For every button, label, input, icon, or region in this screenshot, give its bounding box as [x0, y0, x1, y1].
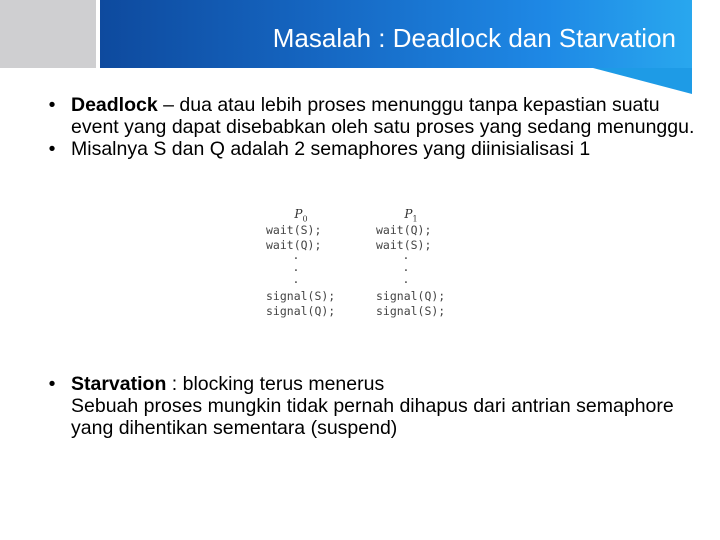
ellipsis-dot: · — [292, 251, 300, 265]
code-line: wait(Q); — [376, 223, 432, 237]
starvation-section — [42, 373, 702, 439]
code-line: signal(S); — [266, 289, 336, 303]
process-p1-label: $P_1$ — [404, 207, 418, 224]
code-line: wait(S); — [376, 238, 432, 252]
ellipsis-dot: · — [402, 275, 410, 289]
code-line: wait(S); — [266, 223, 322, 237]
process-p0-label: $P_0$ — [294, 207, 308, 224]
code-line: signal(Q); — [376, 289, 446, 303]
deadlock-code-figure — [266, 205, 466, 337]
code-line: wait(Q); — [266, 238, 322, 252]
bullet-starvation — [42, 373, 702, 439]
slide-header — [0, 0, 720, 80]
starvation-definition: : blocking terus menerus — [166, 373, 385, 395]
ellipsis-dot: · — [402, 263, 410, 277]
bullet-symbol: • — [48, 138, 56, 160]
term-deadlock: Deadlock — [71, 94, 158, 116]
ellipsis-dot: · — [292, 275, 300, 289]
slide-title: Masalah : Deadlock dan Starvation — [272, 23, 676, 53]
header-gray-block — [0, 0, 96, 68]
bullet-symbol: • — [48, 373, 56, 395]
process-p0-column — [266, 205, 336, 319]
header-accent-triangle — [593, 68, 692, 94]
process-p1-column — [376, 205, 446, 319]
slide-body — [42, 94, 702, 160]
bullet-deadlock — [42, 94, 702, 138]
semaphore-example-text: Misalnya S dan Q adalah 2 semaphores yang diinisialisasi 1 — [71, 138, 591, 160]
ellipsis-dot: · — [402, 251, 410, 265]
starvation-explanation: Sebuah proses mungkin tidak pernah dihapus dari antrian semaphore yang dihentikan sementara (suspend) — [71, 395, 674, 439]
ellipsis-dot: · — [292, 263, 300, 277]
code-line: signal(Q); — [266, 304, 336, 318]
term-starvation: Starvation — [71, 373, 167, 395]
bullet-semaphores — [42, 138, 702, 160]
code-line: signal(S); — [376, 304, 446, 318]
deadlock-definition: – dua atau lebih proses menunggu tanpa kepastian suatu event yang dapat disebabkan oleh satu proses yang sedang menunggu. — [71, 94, 695, 138]
bullet-symbol: • — [48, 94, 56, 116]
